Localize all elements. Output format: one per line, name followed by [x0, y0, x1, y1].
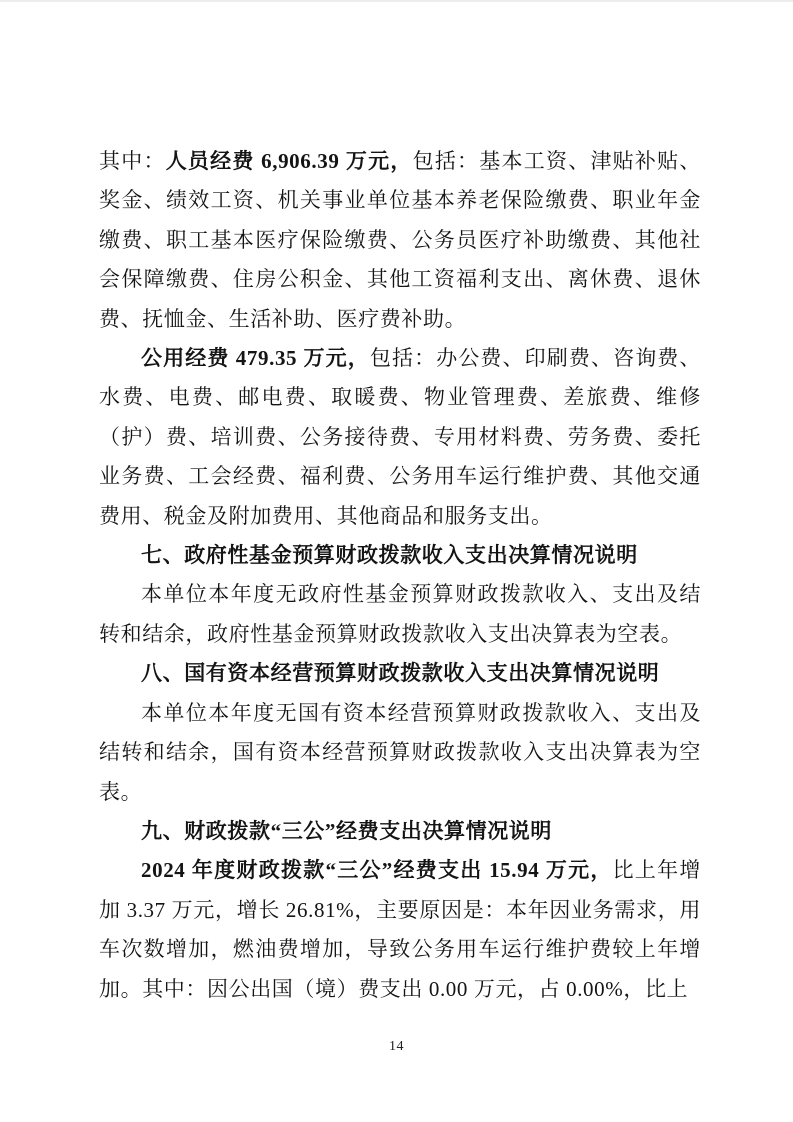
text-run-body: 包括：基本工资、津贴补贴、奖金、绩效工资、机关事业单位基本养老保险缴费、职业年金缴费、职工基本医疗保险缴费、公务员医疗补助缴费、其他社会保障缴费、住房公积金、其他工资福利支出、离休费、退休费、抚恤金、生活补助、医疗费补助。 [99, 149, 701, 331]
paragraph-section-7: 本单位本年度无政府性基金预算财政拨款收入、支出及结转和结余，政府性基金预算财政拨款收入支出决算表为空表。 [99, 582, 701, 646]
heading-section-9: 九、财政拨款“三公”经费支出决算情况说明 [141, 818, 552, 843]
paragraph-public-expense [99, 339, 701, 536]
text-run-prefix: 其中： [99, 149, 166, 173]
public-expense-amount: 公用经费 479.35 万元， [141, 346, 370, 371]
paragraph-section-9 [99, 851, 701, 1009]
text-run-body: 包括：办公费、印刷费、咨询费、水费、电费、邮电费、取暖费、物业管理费、差旅费、维修（护）费、培训费、公务接待费、专用材料费、劳务费、委托业务费、工会经费、福利费、公务用车运行维护费、其他交通费用、税金及附加费用、其他商品和服务支出。 [99, 346, 702, 528]
document-content [99, 142, 701, 1009]
paragraph-section-8: 本单位本年度无国有资本经营预算财政拨款收入、支出及结转和结余，国有资本经营预算财政拨款收入支出决算表为空表。 [99, 700, 701, 804]
heading-section-7: 七、政府性基金预算财政拨款收入支出决算情况说明 [141, 543, 638, 568]
text-run-body: 比上年增加 3.37 万元，增长 26.81%，主要原因是：本年因业务需求，用车次数增加，燃油费增加，导致公务用车运行维护费较上年增加。其中：因公出国（境）费支出 0.00 万元，占 0.00%，比上 [99, 858, 701, 1001]
paragraph-personnel-expense [99, 142, 701, 339]
personnel-expense-amount: 人员经费 6,906.39 万元， [165, 149, 413, 173]
page-number: 14 [389, 1039, 404, 1054]
heading-section-8: 八、国有资本经营预算财政拨款收入支出决算情况说明 [141, 661, 660, 686]
three-public-expense-amount: 2024 年度财政拨款“三公”经费支出 15.94 万元， [141, 858, 613, 883]
page-footer [0, 1037, 793, 1055]
